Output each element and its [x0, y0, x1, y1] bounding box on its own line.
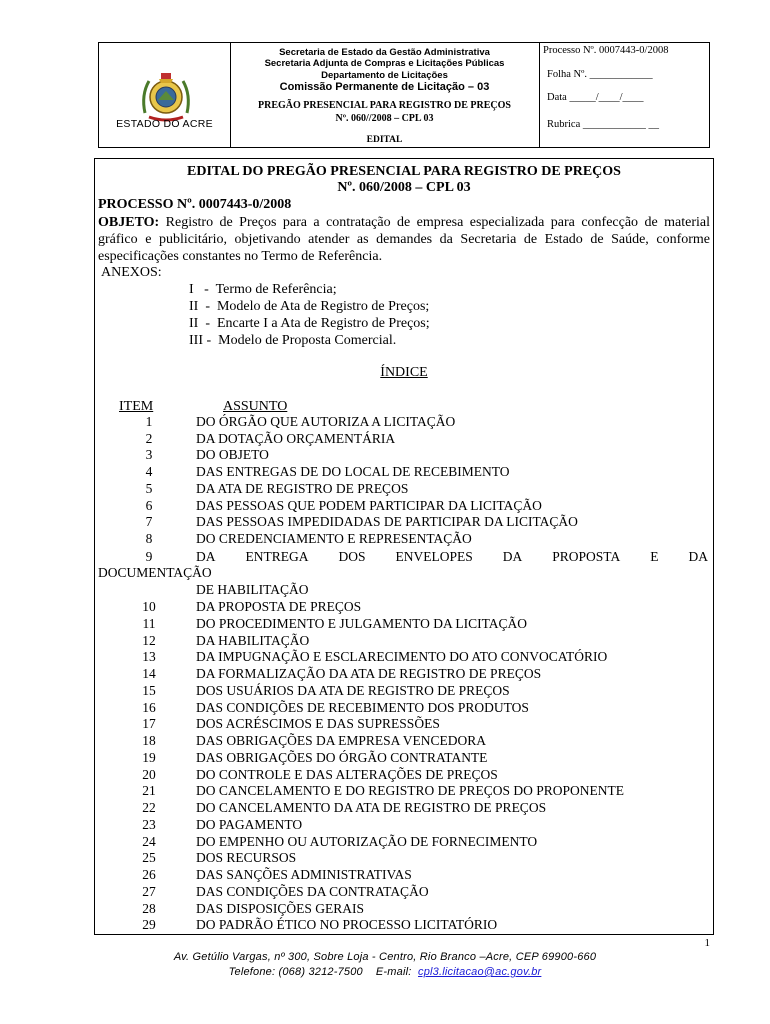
index-item-subject: DO PADRÃO ÉTICO NO PROCESSO LICITATÓRIO: [196, 917, 498, 933]
index-item-subject: DO EMPENHO OU AUTORIZAÇÃO DE FORNECIMENTO: [196, 833, 538, 849]
index-item-number: 7: [145, 514, 153, 530]
state-seal-icon: [139, 67, 193, 125]
doc-title-line2: Nº. 060/2008 – CPL 03: [337, 180, 471, 195]
anexo-item: II - Encarte I a Ata de Registro de Preços;: [189, 316, 430, 331]
index-item-subject: DO CANCELAMENTO E DO REGISTRO DE PREÇOS DO PROPONENTE: [196, 783, 625, 799]
item9-word: DOS: [338, 549, 366, 564]
index-item-subject: DO PROCEDIMENTO E JULGAMENTO DA LICITAÇÃO: [196, 615, 528, 631]
col-item-header: ITEM: [119, 399, 154, 414]
state-name: ESTADO DO ACRE: [116, 118, 213, 130]
objeto-paragraph: [98, 214, 710, 265]
footer-phone: Telefone: (068) 3212-7500 E-mail:: [228, 966, 419, 978]
index-item-number: 1: [145, 414, 153, 429]
index-item-subject: DAS SANÇÕES ADMINISTRATIVAS: [196, 867, 412, 882]
index-item-subject: DA ATA DE REGISTRO DE PREÇOS: [196, 480, 409, 496]
edital-label: EDITAL: [366, 135, 403, 145]
index-item-subject: DO CONTROLE E DAS ALTERAÇÕES DE PREÇOS: [196, 766, 498, 782]
header-control-cell: [539, 43, 709, 147]
index-item-number: 2: [145, 430, 153, 446]
index-item-subject: DAS DISPOSIÇÕES GERAIS: [196, 900, 365, 916]
index-item-number: 27: [142, 883, 156, 899]
pregao-title: PREGÃO PRESENCIAL PARA REGISTRO DE PREÇOS: [258, 100, 511, 111]
index-item-number: 19: [142, 749, 156, 765]
item9-word: DA: [688, 549, 708, 564]
item9-word: ENVELOPES: [395, 549, 473, 564]
index-item-number: 28: [142, 900, 156, 916]
indice-heading: ÍNDICE: [380, 365, 428, 380]
secretaria-name: Secretaria de Estado da Gestão Administrativa: [279, 47, 490, 58]
doc-title-line1: EDITAL DO PREGÃO PRESENCIAL PARA REGISTRO DE PREÇOS: [187, 164, 621, 179]
index-item-number: 22: [142, 800, 156, 815]
header-title-cell: [230, 43, 540, 147]
footer-contact: [0, 966, 770, 978]
index-item-number: 3: [145, 447, 153, 463]
index-item-number: 12: [142, 632, 156, 648]
index-item-number: 16: [142, 699, 156, 715]
processo-field: Processo Nº. 0007443-0/2008: [543, 45, 669, 56]
index-item-subject: DAS PESSOAS IMPEDIDADAS DE PARTICIPAR DA LICITAÇÃO: [196, 514, 578, 530]
objeto-label: OBJETO:: [98, 215, 160, 230]
index-item-subject: DA PROPOSTA DE PREÇOS: [196, 599, 362, 614]
pregao-number: Nº. 060//2008 – CPL 03: [335, 113, 434, 124]
item9-word: DA: [502, 549, 523, 564]
index-item-subject: DO OBJETO: [196, 447, 269, 463]
index-item-subject: DAS ENTREGAS DE DO LOCAL DE RECEBIMENTO: [196, 464, 510, 480]
index-item-subject: DAS CONDIÇÕES DA CONTRATAÇÃO: [196, 883, 429, 899]
data-field: Data _____/____/____: [547, 92, 644, 103]
item9-number: 9: [145, 549, 153, 564]
footer-address: Av. Getúlio Vargas, nº 300, Sobre Loja - Centro, Rio Branco –Acre, CEP 69900-660: [173, 951, 597, 963]
index-item-subject: DAS CONDIÇÕES DE RECEBIMENTO DOS PRODUTOS: [196, 699, 529, 715]
index-item-subject: DA FORMALIZAÇÃO DA ATA DE REGISTRO DE PREÇOS: [196, 666, 542, 681]
index-item-number: 8: [145, 530, 153, 546]
index-item-subject: DA IMPUGNAÇÃO E ESCLARECIMENTO DO ATO CONVOCATÓRIO: [196, 649, 608, 665]
index-item-number: 4: [145, 464, 153, 480]
index-item-subject: DA HABILITAÇÃO: [196, 632, 310, 648]
anexos-label: ANEXOS:: [101, 265, 162, 280]
item9-word: PROPOSTA: [552, 549, 621, 564]
index-item-subject: DOS RECURSOS: [196, 850, 297, 866]
index-item-number: 15: [142, 682, 156, 698]
index-item-number: 26: [142, 867, 156, 882]
col-assunto-header: ASSUNTO: [223, 399, 288, 414]
index-item-number: 20: [142, 766, 156, 782]
index-item-subject: DOS ACRÉSCIMOS E DAS SUPRESSÕES: [196, 716, 440, 732]
document-header: [98, 42, 710, 148]
processo-heading: PROCESSO Nº. 0007443-0/2008: [98, 197, 292, 212]
index-item-number: 10: [142, 599, 156, 614]
comissao-name: Comissão Permanente de Licitação – 03: [279, 81, 490, 93]
header-logo-cell: [99, 43, 231, 147]
item9-continuation: DE HABILITAÇÃO: [196, 582, 309, 597]
item9-word: ENTREGA: [245, 549, 309, 564]
index-item-number: 29: [142, 917, 156, 933]
anexo-item: I - Termo de Referência;: [189, 282, 337, 297]
index-item-subject: DO ÓRGÃO QUE AUTORIZA A LICITAÇÃO: [196, 414, 456, 429]
anexo-item: II - Modelo de Ata de Registro de Preços;: [189, 299, 430, 314]
index-item-subject: DAS PESSOAS QUE PODEM PARTICIPAR DA LICITAÇÃO: [196, 497, 542, 513]
index-item-subject: DAS OBRIGAÇÕES DO ÓRGÃO CONTRATANTE: [196, 749, 488, 765]
secretaria-adjunta-name: Secretaria Adjunta de Compras e Licitações Públicas: [264, 58, 505, 69]
index-item-subject: DO CANCELAMENTO DA ATA DE REGISTRO DE PREÇOS: [196, 800, 547, 815]
index-item-subject: DOS USUÁRIOS DA ATA DE REGISTRO DE PREÇOS: [196, 682, 510, 698]
objeto-text: Registro de Preços para a contratação de empresa especializada para confecção de material gráfico e publicitário, objetivando atender as demandes da Secretaria de Estado de Saúde, conforme especificações constantes no Termo de Referência.: [98, 215, 710, 264]
index-item-number: 17: [142, 716, 156, 732]
index-item-subject: DAS OBRIGAÇÕES DA EMPRESA VENCEDORA: [196, 733, 487, 748]
index-item-number: 25: [142, 850, 156, 866]
document-body: [94, 158, 714, 935]
index-item-number: 14: [142, 666, 156, 681]
index-item-number: 23: [142, 816, 156, 832]
index-item-number: 18: [142, 733, 156, 748]
item9-wrap: DOCUMENTAÇÃO: [98, 565, 212, 580]
item9-subject-line: [196, 549, 708, 565]
folha-field: Folha Nº. ____________: [547, 69, 653, 80]
index-item-number: 6: [145, 497, 153, 513]
index-item-number: 5: [145, 480, 153, 496]
departamento-name: Departamento de Licitações: [321, 70, 448, 81]
index-item-subject: DA DOTAÇÃO ORÇAMENTÁRIA: [196, 430, 396, 446]
rubrica-field: Rubrica ____________ __: [547, 119, 659, 130]
anexo-item: III - Modelo de Proposta Comercial.: [189, 333, 397, 348]
index-item-number: 13: [142, 649, 156, 665]
index-item-subject: DO PAGAMENTO: [196, 816, 303, 832]
page-number: 1: [704, 937, 710, 949]
footer-email-link[interactable]: cpl3.licitacao@ac.gov.br: [418, 966, 542, 978]
index-item-number: 24: [142, 833, 156, 849]
index-item-number: 11: [142, 615, 156, 631]
item9-word: DA: [196, 549, 216, 564]
index-item-subject: DO CREDENCIAMENTO E REPRESENTAÇÃO: [196, 530, 472, 546]
index-item-number: 21: [142, 783, 156, 799]
item9-word: E: [650, 549, 659, 564]
